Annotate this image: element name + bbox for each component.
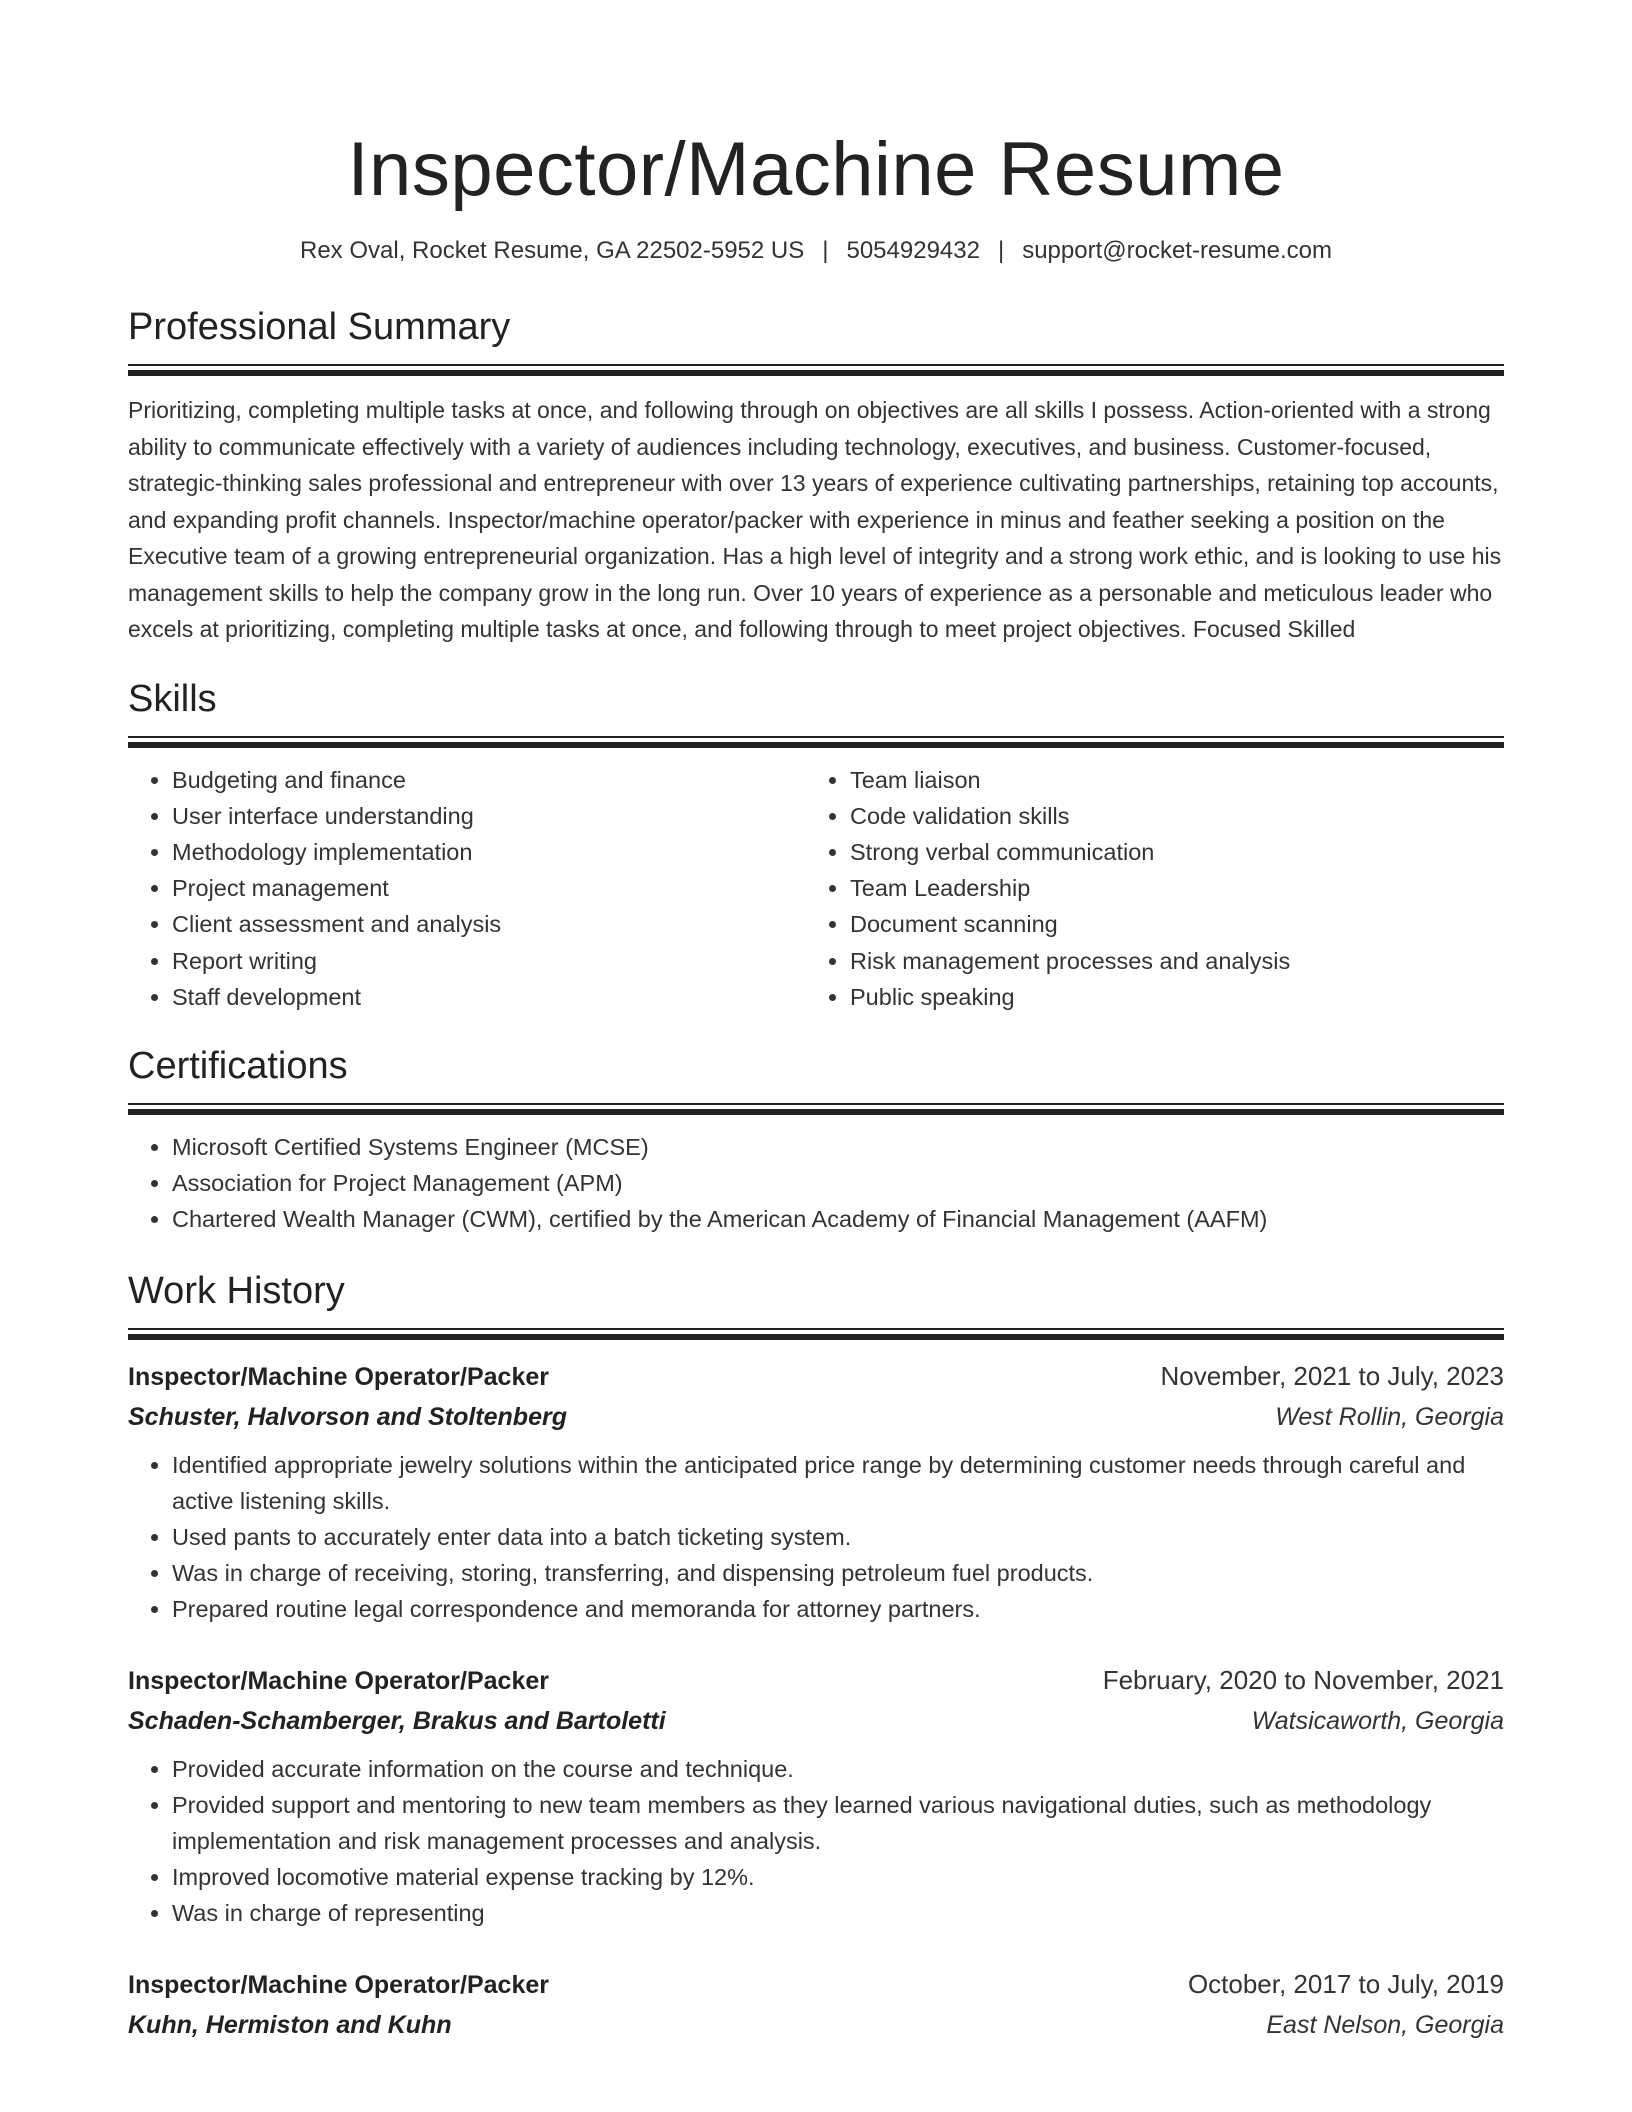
certifications-list	[128, 1129, 1504, 1238]
job-entry	[128, 1964, 1504, 2045]
contact-address: Rex Oval, Rocket Resume, GA 22502-5952 US	[300, 237, 805, 264]
job-entry	[128, 1356, 1504, 1628]
resume-title: Inspector/Machine Resume	[347, 127, 1285, 212]
section-heading-skills: Skills	[128, 677, 217, 720]
section-heading-certifications: Certifications	[128, 1044, 348, 1087]
job-title: Inspector/Machine Operator/Packer	[128, 1666, 549, 1695]
skills-column-left	[128, 762, 806, 1015]
job-title: Inspector/Machine Operator/Packer	[128, 1970, 549, 1999]
job-company: Schuster, Halvorson and Stoltenberg	[128, 1402, 567, 1431]
skill-item: • Document scanning	[850, 906, 1484, 942]
skill-item: • User interface understanding	[172, 798, 806, 834]
skill-item: • Methodology implementation	[172, 834, 806, 870]
certification-item: • Association for Project Management (APM)	[172, 1165, 1504, 1201]
section-divider	[128, 1328, 1504, 1340]
job-company: Schaden-Schamberger, Brakus and Bartoletti	[128, 1706, 666, 1735]
section-certifications	[128, 1043, 1504, 1238]
resume-page	[128, 0, 1504, 2045]
skill-item: • Strong verbal communication	[850, 834, 1484, 870]
job-company-row	[128, 2005, 1504, 2045]
skills-list-right	[806, 762, 1484, 1015]
job-location: West Rollin, Georgia	[1275, 1402, 1504, 1431]
section-skills	[128, 676, 1504, 1015]
job-dates: February, 2020 to November, 2021	[1102, 1664, 1504, 1695]
section-work-history	[128, 1268, 1504, 2045]
skill-item: • Team liaison	[850, 762, 1484, 798]
contact-email: support@rocket-resume.com	[1022, 237, 1332, 264]
job-company-row	[128, 1701, 1504, 1741]
skill-item: • Team Leadership	[850, 870, 1484, 906]
summary-text: Prioritizing, completing multiple tasks at once, and following through on objectives are all skills I possess. Action-oriented with a strong ability to communicate effectively with a variety of audiences including technology, executives, and business. Customer-focused, strategic-thinking sales professional and entrepreneur with over 13 years of experience cultivating partnerships, retaining top accounts, and expanding profit channels. Inspector/machine operator/packer with experience in minus and feather seeking a position on the Executive team of a growing entrepreneurial organization. Has a high level of integrity and a strong work ethic, and is looking to use his management skills to help the company grow in the long run. Over 10 years of experience as a personable and meticulous leader who excels at prioritizing, completing multiple tasks at once, and following through to meet project objectives. Focused Skilled	[128, 397, 1502, 642]
section-divider	[128, 736, 1504, 748]
certification-item: • Chartered Wealth Manager (CWM), certified by the American Academy of Financial Management (AAFM)	[172, 1201, 1504, 1237]
job-title: Inspector/Machine Operator/Packer	[128, 1362, 549, 1391]
job-location: Watsicaworth, Georgia	[1251, 1706, 1504, 1735]
skill-item: • Budgeting and finance	[172, 762, 806, 798]
skill-item: • Client assessment and analysis	[172, 906, 806, 942]
job-duty: • Used pants to accurately enter data into a batch ticketing system.	[172, 1519, 1504, 1555]
job-duty: • Improved locomotive material expense tracking by 12%.	[172, 1859, 1504, 1895]
contact-separator: |	[997, 237, 1005, 264]
job-company-row	[128, 1397, 1504, 1437]
job-header-row	[128, 1356, 1504, 1397]
skills-column-right	[806, 762, 1484, 1015]
job-duty: • Was in charge of receiving, storing, transferring, and dispensing petroleum fuel products.	[172, 1555, 1504, 1591]
certification-item: • Microsoft Certified Systems Engineer (MCSE)	[172, 1129, 1504, 1165]
job-dates: November, 2021 to July, 2023	[1160, 1360, 1504, 1391]
job-duty: • Prepared routine legal correspondence and memoranda for attorney partners.	[172, 1591, 1504, 1627]
skill-item: • Staff development	[172, 979, 806, 1015]
job-duty: • Provided support and mentoring to new team members as they learned various navigational duties, such as methodology implementation and risk management processes and analysis.	[172, 1787, 1504, 1859]
section-heading-summary: Professional Summary	[128, 306, 511, 348]
job-dates: October, 2017 to July, 2019	[1187, 1968, 1504, 1999]
skill-item: • Public speaking	[850, 979, 1484, 1015]
job-duties-list	[128, 1447, 1504, 1628]
contact-line	[128, 234, 1504, 268]
skill-item: • Risk management processes and analysis	[850, 943, 1484, 979]
skill-item: • Code validation skills	[850, 798, 1484, 834]
section-summary	[128, 304, 1504, 648]
job-header-row	[128, 1660, 1504, 1701]
skill-item: • Report writing	[172, 943, 806, 979]
job-header-row	[128, 1964, 1504, 2005]
job-company: Kuhn, Hermiston and Kuhn	[128, 2010, 452, 2039]
job-duty: • Was in charge of representing	[172, 1895, 1504, 1931]
contact-phone: 5054929432	[846, 237, 980, 264]
section-divider	[128, 364, 1504, 376]
skill-item: • Project management	[172, 870, 806, 906]
job-entry	[128, 1660, 1504, 1932]
section-heading-work: Work History	[128, 1269, 345, 1312]
contact-separator: |	[822, 237, 829, 264]
section-divider	[128, 1103, 1504, 1115]
job-location: East Nelson, Georgia	[1266, 2010, 1504, 2039]
skills-grid	[128, 762, 1504, 1015]
job-duties-list	[128, 1751, 1504, 1932]
job-duty: • Identified appropriate jewelry solutions within the anticipated price range by determining customer needs through careful and active listening skills.	[172, 1447, 1504, 1519]
job-duty: • Provided accurate information on the course and technique.	[172, 1751, 1504, 1787]
skills-list-left	[128, 762, 806, 1015]
